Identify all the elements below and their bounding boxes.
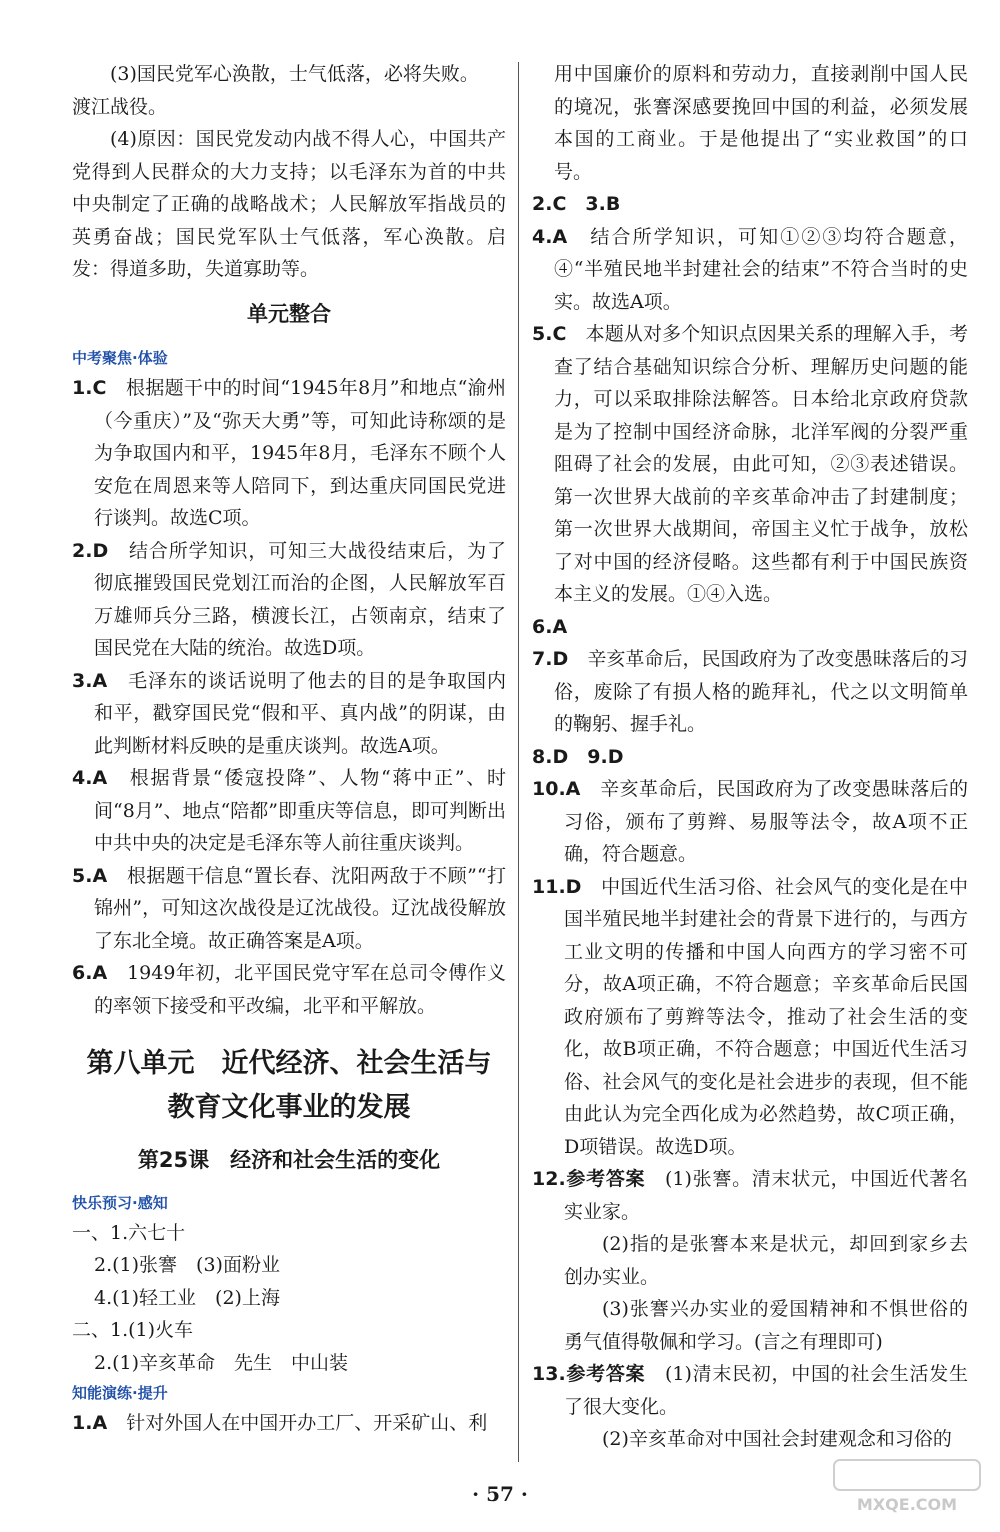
answer-paragraph: (4)原因：国民党发动内战不得人心，中国共产党得到人民群众的大力支持；以毛泽东为首的中共中央制定了正确的战略战术；人民解放军指战员的英勇奋战；国民党军队士气低落，军心涣散。启发：得道多助，失道寡助等。	[72, 128, 506, 280]
list-item: 1.A 针对外国人在中国开办工厂、开采矿山、利	[72, 1412, 488, 1434]
watermark-logo	[832, 1458, 982, 1518]
answer-paragraph: 用中国廉价的原料和劳动力，直接剥削中国人民的境况，张謇深感要挽回中国的利益，必须发展本国的工商业。于是他提出了“实业救国”的口号。	[554, 63, 968, 183]
section-label: 快乐预习·感知	[72, 1193, 168, 1212]
list-item: 1.C 根据题干中的时间“1945年8月”和地点“渝州（今重庆）”及“弥天大勇”等，可知此诗称颂的是为争取国内和平，1945年8月，毛泽东不顾个人安危在周恩来等人陪同下，到达重庆同国民党进行谈判。故选C项。	[72, 377, 506, 529]
list-item: 13.参考答案 (1)清末民初，中国的社会生活发生了很大变化。	[532, 1363, 968, 1418]
answer-paragraph: (3)张謇兴办实业的爱国精神和不惧世俗的勇气值得敬佩和学习。(言之有理即可)	[564, 1298, 968, 1353]
answer-paragraph: (2)指的是张謇本来是状元，却回到家乡去创办实业。	[564, 1233, 968, 1288]
list-item: 2.C 3.B	[532, 193, 621, 215]
list-item: 2.(1)张謇 (3)面粉业	[94, 1254, 280, 1276]
list-item: 2.D 结合所学知识，可知三大战役结束后，为了彻底摧毁国民党划江而治的企图，人民解放军百万雄师兵分三路，横渡长江，占领南京，结束了国民党在大陆的统治。故选D项。	[72, 539, 506, 659]
list-item: 一、1.六七十	[72, 1221, 186, 1244]
list-item: 二、1.(1)火车	[72, 1319, 194, 1341]
section-label: 中考聚焦·体验	[72, 349, 168, 367]
unit-title: 第八单元 近代经济、社会生活与 教育文化事业的发展	[86, 1048, 492, 1123]
answer-paragraph: (3)国民党军心涣散，士气低落，必将失败。	[110, 63, 479, 85]
list-item: 3.A 毛泽东的谈话说明了他去的目的是争取国内和平，戳穿国民党“假和平、真内战”的阴谋，由此判断材料反映的是重庆谈判。故选A项。	[72, 669, 506, 757]
list-item: 4.A 结合所学知识，可知①②③均符合题意，④“半殖民地半封建社会的结束”不符合当时的史实。故选A项。	[532, 225, 968, 313]
svg-text:MXQE.COM: MXQE.COM	[856, 1495, 958, 1514]
list-item: 4.(1)轻工业 (2)上海	[94, 1286, 280, 1309]
list-item: 7.D 辛亥革命后，民国政府为了改变愚昧落后的习俗，废除了有损人格的跪拜礼，代之以文明简单的鞠躬、握手礼。	[532, 648, 968, 735]
section-title: 单元整合	[247, 301, 331, 326]
page-number: · 57 ·	[472, 1482, 528, 1506]
list-item: 4.A 根据背景“倭寇投降”、人物“蒋中正”、时间“8月”、地点“陪都”即重庆等信息，即可判断出中共中央的决定是毛泽东等人前往重庆谈判。	[72, 767, 506, 854]
list-item: 10.A 辛亥革命后，民国政府为了改变愚昧落后的习俗，颁布了剪辫、易服等法令，故A项不正确，符合题意。	[532, 778, 968, 865]
column-divider	[518, 62, 519, 1462]
list-item: 5.A 根据题干信息“置长春、沈阳两敌于不顾”“打锦州”，可知这次战役是辽沈战役。辽沈战役解放了东北全境。故正确答案是A项。	[72, 864, 506, 952]
list-item: 5.C 本题从对多个知识点因果关系的理解入手，考查了结合基础知识综合分析、理解历史问题的能力，可以采取排除法解答。日本给北京政府贷款是为了控制中国经济命脉，北洋军阀的分裂严重阻碍了社会的发展，由此可知，②③表述错误。第一次世界大战前的辛亥革命冲击了封建制度；第一次世界大战期间，帝国主义忙于战争，放松了对中国的经济侵略。这些都有利于中国民族资本主义的发展。①④入选。	[532, 323, 968, 605]
list-item: 11.D 中国近代生活习俗、社会风气的变化是在中国半殖民地半封建社会的背景下进行的，与西方工业文明的传播和中国人向西方的学习密不可分，故A项正确，不符合题意；辛亥革命后民国政府颁布了剪辫等法令，推动了社会生活的变化，故B项正确，不符合题意；中国近代生活习俗、社会风气的变化是社会进步的表现，但不能由此认为完全西化成为必然趋势，故C项正确，D项错误。故选D项。	[532, 875, 968, 1158]
answer-paragraph: 渡江战役。	[72, 95, 168, 118]
right-column	[532, 58, 968, 1456]
list-item: 6.A	[532, 615, 568, 638]
left-column	[72, 58, 506, 1440]
section-label: 知能演练·提升	[72, 1384, 168, 1402]
answer-paragraph: (2)辛亥革命对中国社会封建观念和习俗的	[602, 1428, 952, 1450]
list-item: 2.(1)辛亥革命 先生 中山装	[94, 1351, 349, 1374]
list-item: 8.D 9.D	[532, 745, 624, 768]
lesson-title: 第25课 经济和社会生活的变化	[137, 1148, 441, 1172]
list-item: 12.参考答案 (1)张謇。清末状元，中国近代著名实业家。	[532, 1168, 968, 1223]
list-item: 6.A 1949年初，北平国民党守军在总司令傅作义的率领下接受和平改编，北平和平解放。	[72, 962, 506, 1017]
